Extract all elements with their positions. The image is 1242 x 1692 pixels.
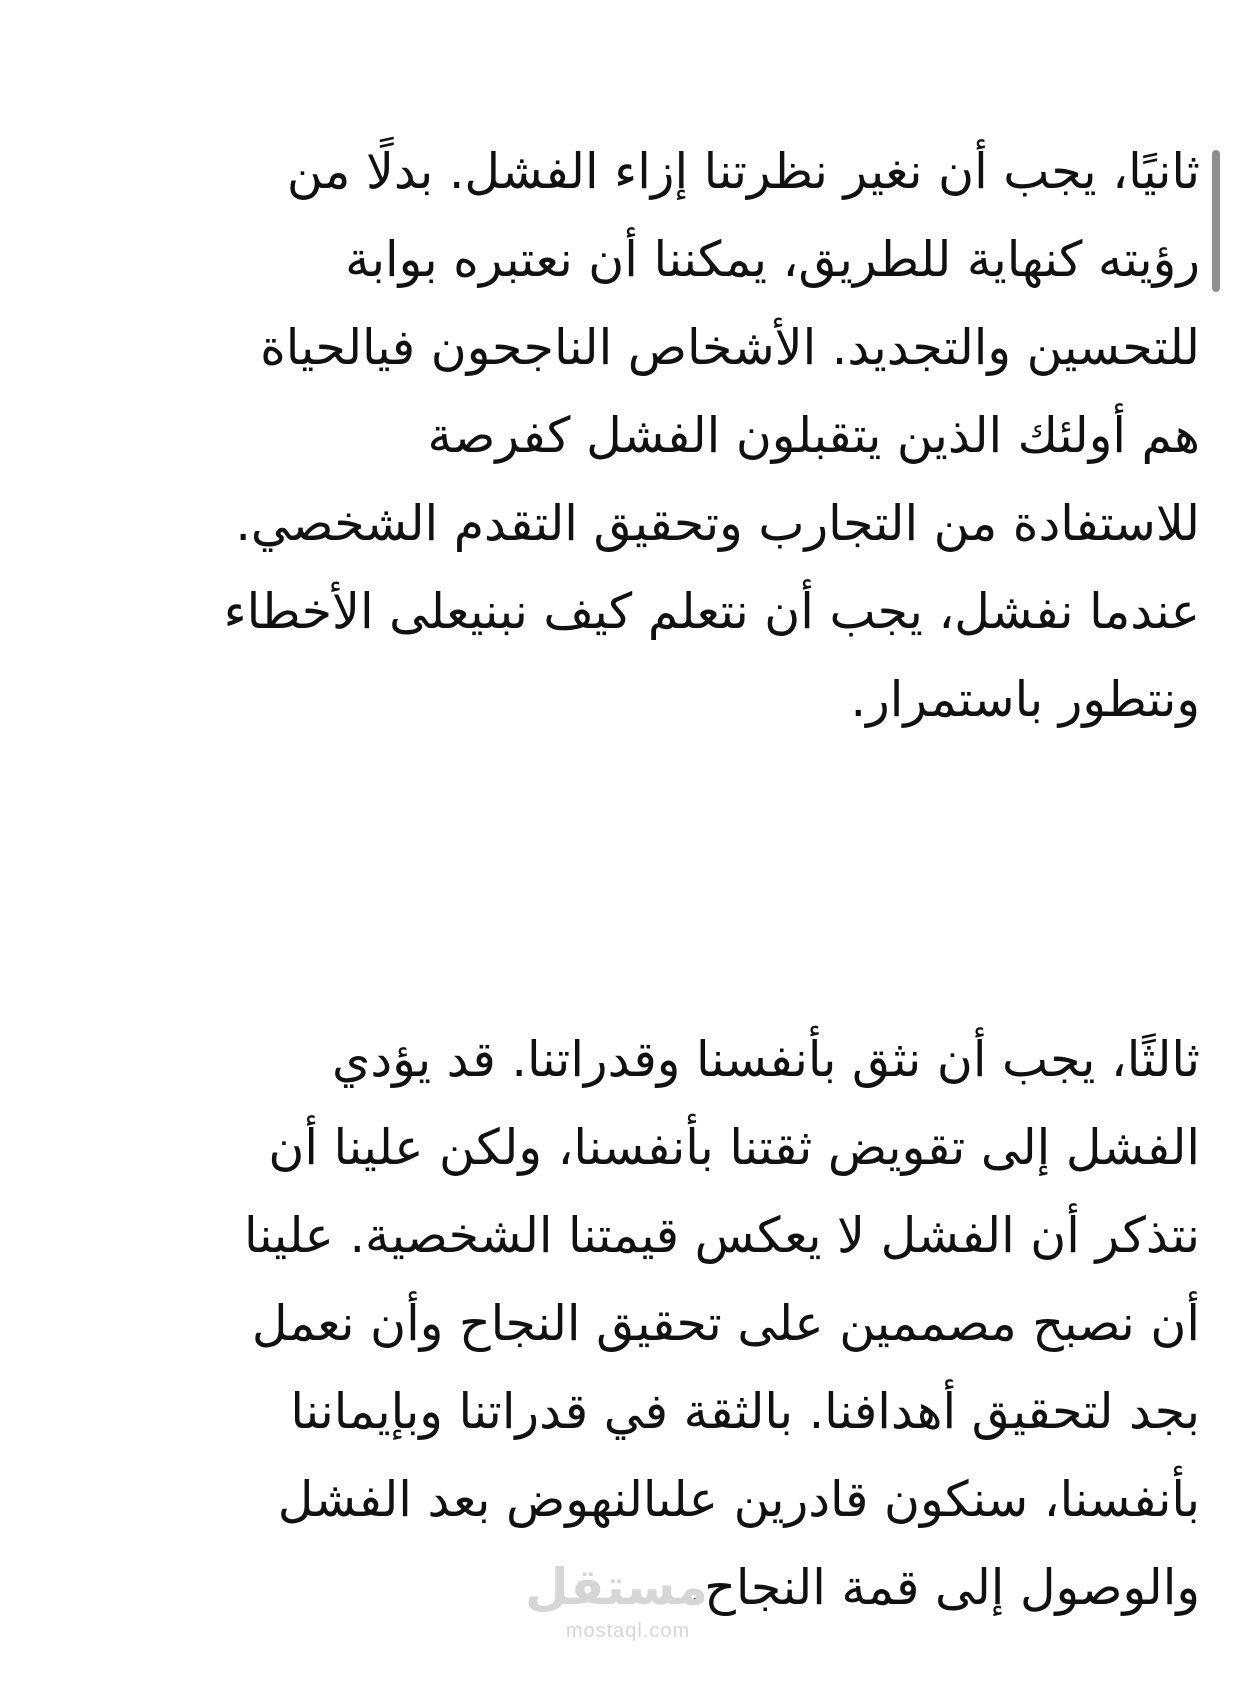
text-line: أن نصبح مصممين على تحقيق النجاح وأن نعمل [251, 1295, 1200, 1352]
text-line: بجد لتحقيق أهدافنا. بالثقة في قدراتنا وبإيماننا [290, 1383, 1200, 1440]
text-line: نتذكر أن الفشل لا يعكس قيمتنا الشخصية. علينا [243, 1207, 1200, 1264]
vertical-scrollbar[interactable] [1212, 0, 1242, 1692]
paragraph-second-point [40, 128, 1200, 744]
text-line: عندما نفشل، يجب أن نتعلم كيف نبنيعلى الأخطاء [223, 583, 1200, 640]
text-line: ثالثًا، يجب أن نثق بأنفسنا وقدراتنا. قد يؤدي [331, 1031, 1200, 1088]
text-line: للتحسين والتجديد. الأشخاص الناجحون فيالحياة [260, 319, 1200, 376]
text-line: ثانيًا، يجب أن نغير نظرتنا إزاء الفشل. بدلًا من [286, 143, 1200, 200]
text-line: بأنفسنا، سنكون قادرين علىالنهوض بعد الفشل [277, 1471, 1200, 1528]
watermark-logo: مستقل [525, 1558, 708, 1616]
paragraph-third-point [40, 1016, 1200, 1632]
text-line: والوصول إلى قمة النجاح. [688, 1559, 1200, 1616]
text-line: رؤيته كنهاية للطريق، يمكننا أن نعتبره بوابة [345, 231, 1200, 288]
text-line: للاستفادة من التجارب وتحقيق التقدم الشخصي. [235, 495, 1200, 552]
text-line: الفشل إلى تقويض ثقتنا بأنفسنا، ولكن علينا أن [268, 1119, 1200, 1176]
text-line: ونتطور باستمرار. [850, 671, 1200, 728]
scrollbar-thumb[interactable] [1212, 150, 1220, 292]
text-line: هم أولئك الذين يتقبلون الفشل كفرصة [427, 407, 1200, 464]
watermark-domain: mostaql.com [565, 1620, 691, 1642]
